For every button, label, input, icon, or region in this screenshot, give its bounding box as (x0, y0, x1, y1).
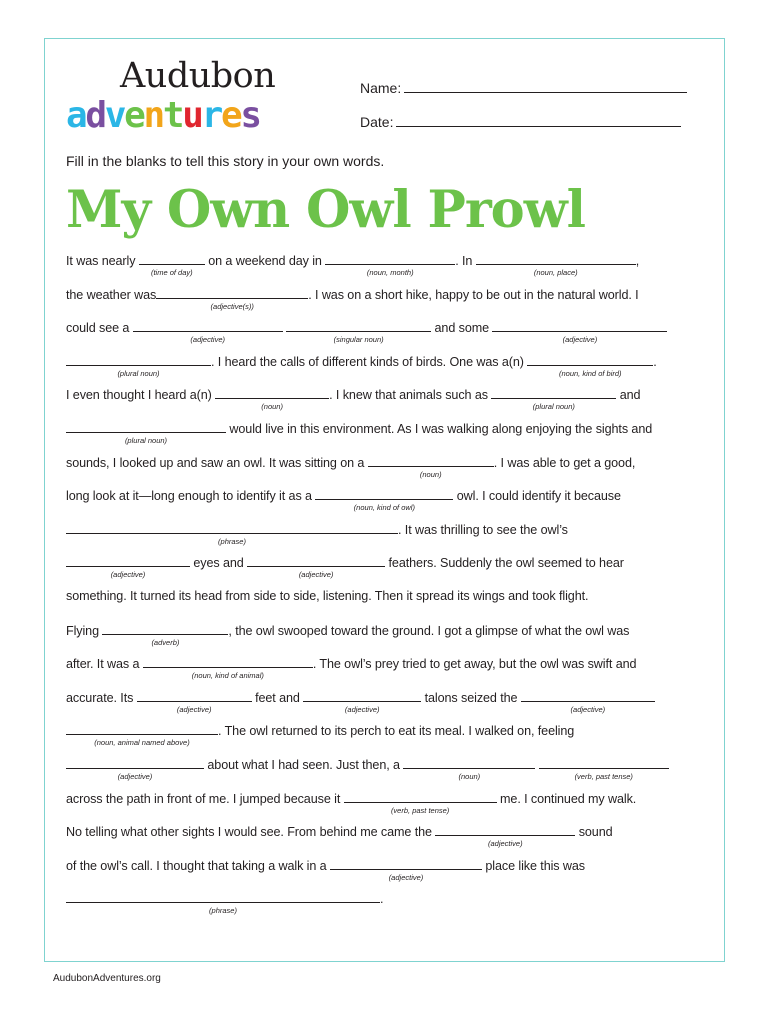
story-line (66, 555, 624, 580)
story-line (66, 656, 637, 681)
name-label: Name: (360, 80, 402, 96)
adventures-letter: t (162, 95, 183, 136)
fill-in-blank[interactable] (476, 253, 636, 277)
fill-in-blank[interactable] (344, 791, 497, 815)
blank-hint-label: (adjective) (562, 335, 598, 345)
blank-hint-label: (noun) (261, 402, 283, 412)
adventures-letter: d (85, 95, 105, 136)
story-text: talons seized the (421, 690, 521, 705)
story-text: the weather was (66, 287, 157, 302)
blank-hint-label: (adjective) (190, 335, 226, 345)
fill-in-blank[interactable] (102, 623, 228, 647)
blank-hint-label: (adjective) (570, 704, 606, 714)
story-text: It was nearly (66, 254, 139, 268)
blank-hint-label: (plural noun) (117, 368, 160, 378)
story-line (66, 421, 653, 445)
fill-in-blank[interactable] (368, 455, 494, 479)
story-text: . I was on a short hike, happy to be out in the natural world. I (308, 287, 639, 302)
adventures-letter: e (221, 95, 241, 136)
fill-in-blank[interactable] (215, 387, 329, 412)
story-line (66, 589, 588, 603)
fill-in-blank[interactable] (521, 690, 655, 714)
story-line (66, 791, 637, 815)
story-text: after. It was a (66, 657, 143, 672)
blank-hint-label: (noun, kind of animal) (191, 671, 264, 681)
fill-in-blank[interactable] (133, 320, 283, 345)
story-line (66, 287, 639, 311)
story-text: something. It turned its head from side to side, listening. Then it spread its wings and took flight. (66, 589, 589, 603)
fill-in-blank[interactable] (66, 555, 190, 580)
story-text: No telling what other sights I would see. From behind me came the (66, 825, 436, 840)
story-line (66, 354, 657, 378)
fill-in-blank[interactable] (66, 757, 204, 781)
fill-in-blank[interactable] (66, 891, 380, 916)
blank-hint-label: (singular noun) (333, 335, 384, 345)
fill-in-blank[interactable] (247, 555, 385, 580)
blank-hint-label: (adverb) (151, 637, 180, 647)
story-text: feathers. Suddenly the owl seemed to hear (385, 556, 624, 571)
blank-hint-label: (noun) (419, 469, 442, 479)
adventures-letter: a (66, 95, 86, 136)
story-text: . I was able to get a good, (493, 455, 636, 470)
fill-in-blank[interactable] (330, 858, 482, 882)
story-text: . I heard the calls of different kinds of birds. One was a(n) (211, 354, 528, 369)
story-line (66, 757, 669, 781)
story-text: would live in this environment. As I was walking along enjoying the sights and (226, 422, 653, 436)
fill-in-blank[interactable] (491, 387, 616, 412)
fill-in-blank[interactable] (66, 354, 211, 378)
blank-hint-label: (phrase) (218, 536, 246, 546)
blank-hint-label: (plural noun) (124, 436, 168, 445)
footer-url: AudubonAdventures.org (53, 973, 161, 984)
blank-hint-label: (adjective) (298, 570, 334, 580)
blank-hint-label: (noun) (458, 772, 481, 781)
story-text: long look at it—long enough to identify it as a (66, 489, 316, 504)
blank-hint-label: (phrase) (209, 906, 237, 916)
story-line (66, 387, 641, 412)
name-field[interactable] (360, 80, 687, 96)
blank-hint-label: (adjective) (344, 704, 380, 714)
blank-hint-label: (adjective) (388, 872, 424, 882)
blank-hint-label: (noun, place) (533, 268, 578, 277)
story-text: could see a (66, 321, 133, 336)
fill-in-blank[interactable] (435, 824, 575, 849)
adventures-letter: s (240, 95, 260, 136)
story-line (66, 858, 585, 882)
story-text: accurate. Its (66, 690, 137, 705)
story-text: , (635, 254, 640, 268)
story-line (66, 824, 613, 849)
story-line (66, 488, 621, 513)
story-text: I even thought I heard a(n) (66, 388, 216, 403)
story-line (66, 690, 655, 714)
blank-hint-label: (adjective) (117, 772, 153, 781)
blank-hint-label: (verb, past tense) (390, 805, 450, 815)
fill-in-blank[interactable] (325, 253, 455, 277)
story-text: across the path in front of me. I jumped because it (66, 791, 344, 806)
story-text: . The owl’s prey tried to get away, but the owl was swift and (312, 657, 637, 672)
story-line (66, 320, 667, 345)
story-line (66, 891, 384, 916)
fill-in-blank[interactable] (143, 656, 313, 681)
blank-hint-label: (plural noun) (532, 402, 575, 412)
story-text: me. I continued my walk. (496, 791, 637, 806)
date-input-line[interactable] (396, 114, 681, 127)
blank-hint-label: (adjective) (176, 704, 212, 714)
adventures-letter: v (104, 95, 125, 136)
instruction-text: Fill in the blanks to tell this story in your own words. (66, 153, 385, 169)
story-text: on a weekend day in (204, 254, 326, 268)
fill-in-blank[interactable] (315, 488, 453, 513)
fill-in-blank[interactable] (539, 757, 669, 781)
fill-in-blank[interactable] (66, 522, 398, 546)
blank-hint-label: (adjective(s)) (210, 301, 254, 311)
story-text: . The owl returned to its perch to eat its meal. I walked on, feeling (218, 724, 575, 739)
story-text: about what I had seen. Just then, a (204, 758, 404, 772)
story-text: . It was thrilling to see the owl’s (398, 522, 568, 537)
blank-hint-label: (noun, kind of owl) (353, 503, 415, 513)
fill-in-blank[interactable] (156, 287, 308, 311)
blank-hint-label: (noun, month) (366, 268, 414, 277)
story-text: sound (575, 825, 613, 840)
story-text: of the owl’s call. I thought that taking a walk in a (66, 858, 330, 873)
story-text: eyes and (190, 556, 248, 571)
adventures-logo (66, 95, 260, 136)
adventures-letter: u (182, 95, 202, 136)
date-field[interactable] (360, 114, 681, 130)
adventures-letter: e (124, 95, 144, 136)
story-text: and (616, 388, 641, 403)
story-text: . (653, 354, 657, 369)
adventures-letter: n (143, 95, 163, 136)
story-text: owl. I could identify it because (453, 489, 621, 504)
story-text: . I knew that animals such as (329, 388, 492, 403)
blank-hint-label: (verb, past tense) (574, 772, 633, 781)
fill-in-blank[interactable] (66, 723, 218, 748)
story-text: , the owl swooped toward the ground. I got a glimpse of what the owl was (228, 623, 630, 638)
story-text: feet and (251, 690, 304, 705)
audubon-logo: Audubon (120, 56, 276, 96)
story-text: Flying (66, 623, 103, 638)
fill-in-blank[interactable] (139, 253, 205, 277)
name-input-line[interactable] (404, 80, 687, 93)
story-line (66, 253, 640, 277)
fill-in-blank[interactable] (303, 690, 421, 714)
story-text: sounds, I looked up and saw an owl. It was sitting on a (66, 455, 368, 470)
blank-hint-label: (adjective) (488, 839, 523, 849)
fill-in-blank[interactable] (527, 354, 653, 378)
fill-in-blank[interactable] (403, 757, 535, 781)
blank-hint-label: (noun, animal named above) (94, 738, 190, 748)
fill-in-blank[interactable] (66, 421, 226, 445)
story-text: . (380, 892, 384, 907)
story-line (66, 623, 630, 647)
blank-hint-label: (adjective) (110, 570, 146, 580)
fill-in-blank[interactable] (286, 320, 431, 345)
fill-in-blank[interactable] (137, 690, 252, 714)
blank-hint-label: (noun, kind of bird) (559, 368, 622, 378)
page-title: My Own Owl Prowl (66, 180, 585, 240)
fill-in-blank[interactable] (492, 320, 667, 345)
blank-hint-label: (time of day) (150, 268, 193, 277)
story-text: place like this was (482, 858, 585, 873)
story-line (66, 522, 568, 546)
date-label: Date: (360, 114, 394, 130)
story-line (66, 723, 575, 748)
story-text: . In (455, 254, 476, 268)
adventures-letter: r (201, 95, 221, 136)
story-line (66, 455, 636, 479)
story-text: and some (431, 321, 493, 336)
